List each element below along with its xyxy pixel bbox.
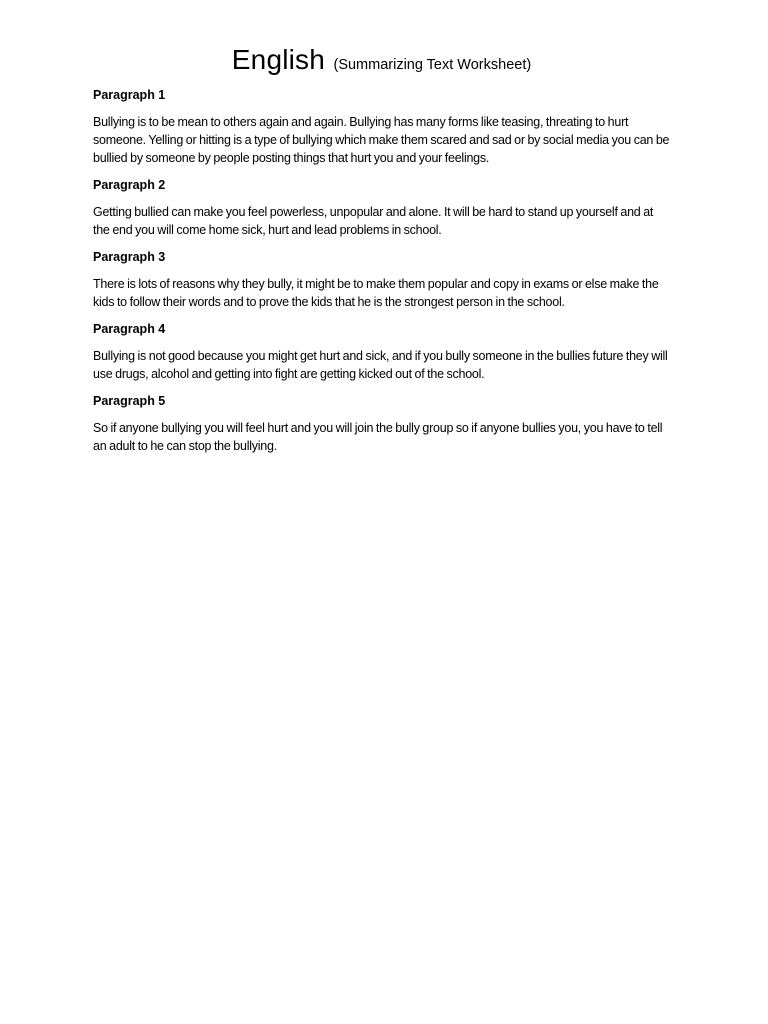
paragraph-heading: Paragraph 2	[93, 178, 166, 192]
title-subtitle: (Summarizing Text Worksheet)	[333, 57, 532, 73]
paragraph-text: Bullying is to be mean to others again and again. Bullying has many forms like teasing, threating to hurt someone. Yelling or hitting is a type of bullying which make them scared and sad or by social media you can be bullied by someone by people posting things that hurt you and your feelings.	[93, 115, 670, 165]
document-title	[93, 44, 670, 76]
paragraph-text: Bullying is not good because you might get hurt and sick, and if you bully someone in the bullies future they will use drugs, alcohol and getting into fight are getting kicked out of the school.	[93, 349, 668, 381]
paragraph-heading: Paragraph 5	[93, 394, 166, 408]
paragraph-text: Getting bullied can make you feel powerless, unpopular and alone. It will be hard to stand up yourself and at the end you will come home sick, hurt and lead problems in school.	[93, 205, 654, 237]
paragraph-section-1	[93, 86, 670, 167]
title-main: English	[231, 44, 326, 75]
paragraph-heading: Paragraph 3	[93, 250, 166, 264]
paragraph-heading: Paragraph 1	[93, 88, 166, 102]
paragraph-text: There is lots of reasons why they bully, it might be to make them popular and copy in exams or else make the kids to follow their words and to prove the kids that he is the strongest person in the school.	[93, 277, 659, 309]
paragraph-text: So if anyone bullying you will feel hurt and you will join the bully group so if anyone bullies you, you have to tell an adult to he can stop the bullying.	[93, 421, 663, 453]
paragraph-heading: Paragraph 4	[93, 322, 166, 336]
paragraph-section-2	[93, 176, 670, 239]
paragraph-section-4	[93, 320, 670, 383]
paragraph-section-3	[93, 248, 670, 311]
paragraph-section-5	[93, 392, 670, 455]
